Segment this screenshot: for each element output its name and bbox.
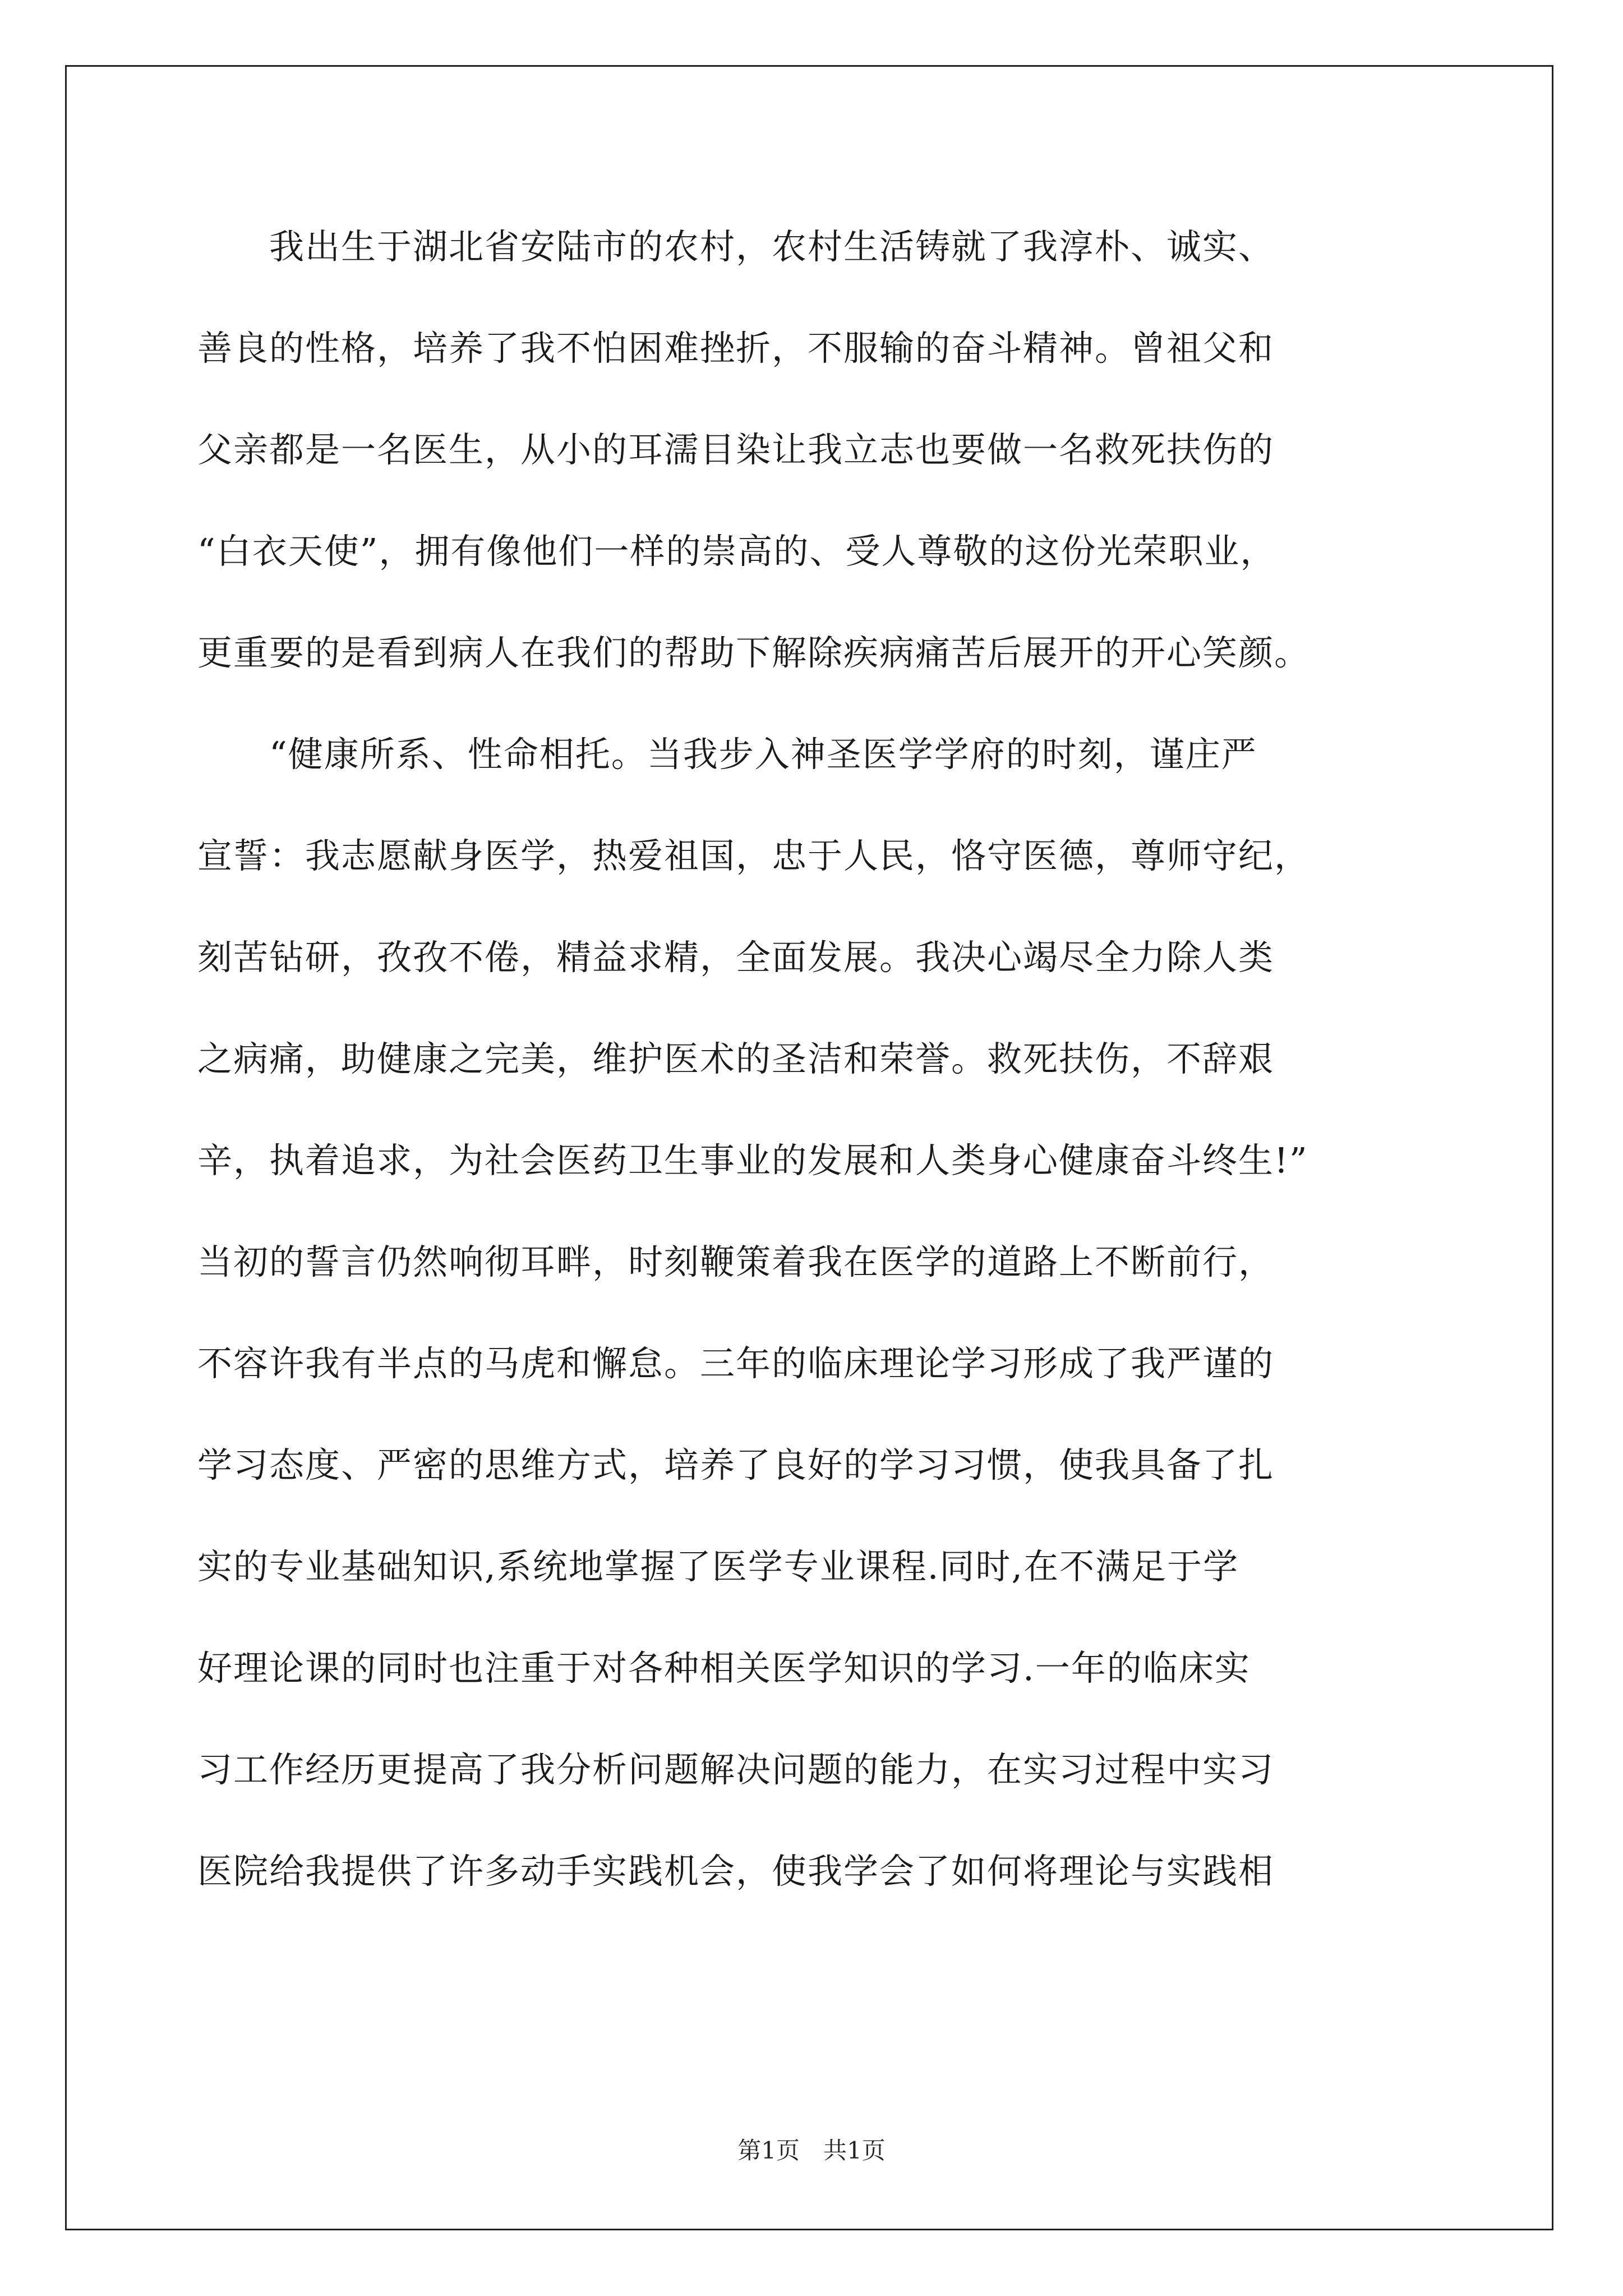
body-text-line: 宣誓：我志愿献身医学，热爱祖国，忠于人民，恪守医德，尊师守纪， — [197, 835, 1311, 876]
body-text-line: 学习态度、严密的思维方式，培养了良好的学习习惯，使我具备了扎 — [197, 1444, 1275, 1485]
body-text-line: 更重要的是看到病人在我们的帮助下解除疾病痛苦后展开的开心笑颜。 — [197, 632, 1311, 673]
body-text-line: “健康所系、性命相托。当我步入神圣医学学府的时刻，谨庄严 — [197, 734, 1257, 775]
body-text-line: 之病痛，助健康之完美，维护医术的圣洁和荣誉。救死扶伤，不辞艰 — [197, 1038, 1275, 1079]
body-text-line: 实的专业基础知识,系统地掌握了医学专业课程.同时,在不满足于学 — [197, 1546, 1239, 1587]
body-text-line: 好理论课的同时也注重于对各种相关医学知识的学习.一年的临床实 — [197, 1648, 1251, 1688]
body-text-line: 不容许我有半点的马虎和懈怠。三年的临床理论学习形成了我严谨的 — [197, 1343, 1275, 1384]
page-number-footer: 第1页 共1页 — [737, 2137, 886, 2164]
body-text-line: 辛，执着追求，为社会医药卫生事业的发展和人类身心健康奋斗终生!” — [197, 1140, 1308, 1181]
body-text-line: 我出生于湖北省安陆市的农村，农村生活铸就了我淳朴、诚实、 — [197, 226, 1275, 267]
body-text-line: “白衣天使”，拥有像他们一样的崇高的、受人尊敬的这份光荣职业， — [197, 531, 1276, 572]
body-text-line: 刻苦钻研，孜孜不倦，精益求精，全面发展。我决心竭尽全力除人类 — [197, 937, 1275, 978]
body-text-line: 习工作经历更提高了我分析问题解决问题的能力，在实习过程中实习 — [197, 1749, 1275, 1790]
body-text-line: 当初的誓言仍然响彻耳畔，时刻鞭策着我在医学的道路上不断前行， — [197, 1241, 1275, 1282]
body-text-line: 医院给我提供了许多动手实践机会，使我学会了如何将理论与实践相 — [197, 1851, 1275, 1892]
body-text-line: 善良的性格，培养了我不怕困难挫折，不服输的奋斗精神。曾祖父和 — [197, 328, 1275, 369]
body-text-line: 父亲都是一名医生，从小的耳濡目染让我立志也要做一名救死扶伤的 — [197, 429, 1275, 470]
